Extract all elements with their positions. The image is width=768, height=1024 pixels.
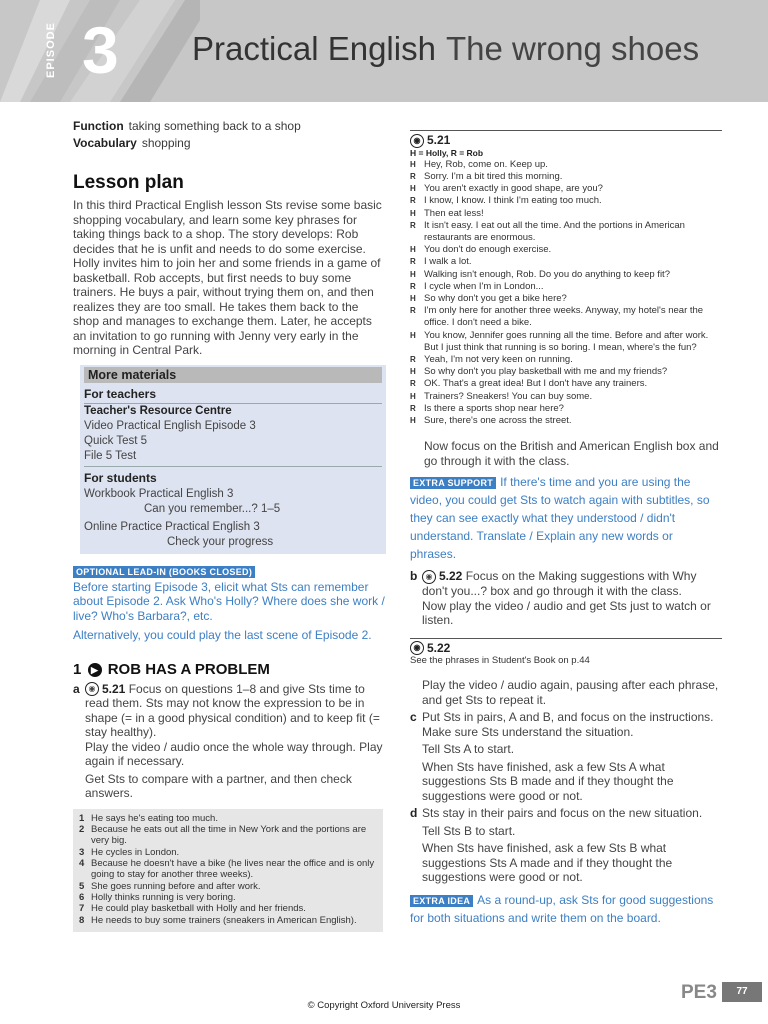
instruction-d: d Sts stay in their pairs and focus on the new situation.	[410, 806, 703, 821]
instruction-d-2: Tell Sts B to start.	[422, 823, 516, 838]
title-main: Practical English	[192, 30, 436, 67]
answer-item: 7 He could play basketball with Holly and her friends.	[79, 903, 306, 915]
left-column	[73, 118, 385, 932]
leadin-alt-text: Alternatively, you could play the last scene of Episode 2.	[73, 628, 372, 642]
for-teachers-heading: For teachers	[84, 385, 382, 404]
script-line: R I'm only here for another three weeks. Anyway, my hotel's near the office. I don't need a bike.	[410, 305, 704, 329]
answer-item: 1 He says he's eating too much.	[79, 812, 218, 824]
extra-support-text: If there's time and you are using the video, you could get Sts to watch again with subtitles, so they can see exactly what they understood / didn't understand. Translate / Explain any new words or phrases.	[410, 475, 710, 562]
video-line: Video Practical English Episode 3	[84, 419, 256, 432]
workbook-line: Workbook Practical English 3	[84, 487, 234, 500]
script-line: H Then eat less!	[410, 207, 484, 219]
online-line-2: Check your progress	[167, 535, 274, 548]
extra-support-tag: EXTRA SUPPORT	[410, 477, 496, 489]
script-line: H Sure, there's one across the street.	[410, 415, 572, 427]
title-subtitle: The wrong shoes	[445, 30, 700, 67]
script-line: R Sorry. I'm a bit tired this morning.	[410, 171, 563, 183]
answer-item: 6 Holly thinks running is very boring.	[79, 891, 236, 903]
audio-icon: ◉	[422, 570, 436, 584]
instruction-a: a ◉ 5.21 Focus on questions 1–8 and give Sts time to read them. Sts may not know the expression to be in shape (= in a good physical condition) and to keep fit (= stay healthy).	[73, 681, 380, 740]
script-line: R I know, I know. I think I'm eating too much.	[410, 195, 602, 207]
for-students-heading: For students	[84, 470, 157, 485]
instruction-c-2: Tell Sts A to start.	[422, 742, 515, 757]
play-again-text: Play the video / audio again, pausing after each phrase, and get Sts to repeat it.	[422, 678, 719, 707]
instruction-b-2: Now play the video / audio and get Sts just to watch or listen.	[422, 598, 711, 628]
script-line: H So why don't you get a bike here?	[410, 293, 567, 305]
instruction-a-2: Play the video / audio once the whole way through. Play again if necessary.	[85, 739, 383, 769]
instruction-c-3: When Sts have finished, ask a few Sts A what suggestions Sts B made and if they thought the suggestions were good or not.	[422, 759, 674, 803]
play-icon: ▶	[88, 663, 102, 677]
section-marker: PE3	[681, 982, 717, 1003]
script-line: R I cycle when I'm in London...	[410, 280, 544, 292]
instruction-a-3: Get Sts to compare with a partner, and then check answers.	[85, 771, 352, 801]
script-line: R OK. That's a great idea! But I don't have any trainers.	[410, 378, 648, 390]
audio-icon: ◉	[410, 134, 424, 148]
script-line: H Hey, Rob, come on. Keep up.	[410, 158, 548, 170]
focus-text: Now focus on the British and American English box and go through it with the class.	[424, 439, 719, 468]
instruction-b: b ◉ 5.22 Focus on the Making suggestions with Why don't you...? box and go through it with the class.	[410, 569, 697, 599]
workbook-line-2: Can you remember...? 1–5	[144, 502, 281, 515]
script-line: H So why don't you play basketball with me and my friends?	[410, 366, 668, 378]
function-line: Function taking something back to a shop	[73, 119, 301, 133]
section-heading: 1 ▶ ROB HAS A PROBLEM	[73, 660, 270, 678]
script-heading: ◉ 5.21	[410, 130, 722, 148]
script-lines	[410, 159, 722, 427]
script-line: H Walking isn't enough, Rob. Do you do anything to keep fit?	[410, 268, 670, 280]
right-column	[410, 130, 722, 927]
more-materials-title: More materials	[84, 367, 382, 383]
script-line: H You aren't exactly in good shape, are you?	[410, 183, 603, 195]
script-line: R Is there a sports shop near here?	[410, 402, 564, 414]
leadin-text: Before starting Episode 3, elicit what Sts can remember about Episode 2. Ask Who's Holly? Where does she work / live? Who's Barbara?, etc.	[73, 579, 385, 623]
answer-item: 8 He needs to buy some trainers (sneakers in American English).	[79, 914, 357, 926]
extra-idea-text: As a round-up, ask Sts for good suggestions for both situations and write them on the board.	[410, 892, 714, 925]
extra-idea-tag: EXTRA IDEA	[410, 895, 473, 907]
page-header	[0, 0, 768, 102]
lesson-plan-heading: Lesson plan	[73, 172, 184, 193]
script-line: R Yeah, I'm not very keen on running.	[410, 354, 573, 366]
online-line: Online Practice Practical English 3	[84, 520, 260, 533]
instruction-d-3: When Sts have finished, ask a few Sts B what suggestions Sts A made and if they thought the suggestions were good or not.	[422, 841, 673, 885]
audio-icon: ◉	[85, 682, 99, 696]
script2-heading: ◉ 5.22	[410, 638, 722, 656]
script-line: H Trainers? Sneakers! You can buy some.	[410, 390, 593, 402]
more-materials-panel	[80, 365, 386, 554]
trc-line: Teacher's Resource Centre	[84, 404, 232, 417]
speaker-key: H = Holly, R = Rob	[410, 147, 484, 158]
lesson-plan-text: In this third Practical English lesson Sts revise some basic shopping vocabulary, and learn some key phrases for taking things back to a shop. The story develops: Rob decides that he is unfit and needs to do some exercise. Holly invites him to join her and some friends in a game of basketball. Rob accepts, but first needs to buy some trainers. He buys a pair, without trying them on, and then realizes they are too small. He takes them back to the shop and manages to exchange them. Later, he accepts an invitation to go running with Jenny very early in the morning in Central Park.	[73, 198, 382, 357]
copyright: © Copyright Oxford University Press	[307, 1000, 461, 1011]
script2-text: See the phrases in Student's Book on p.44	[410, 655, 590, 667]
episode-number: 3	[82, 13, 119, 87]
answers-box	[73, 809, 383, 932]
script-line: H You don't do enough exercise.	[410, 244, 552, 256]
vocabulary-line: Vocabulary shopping	[73, 136, 191, 150]
quick-test-line: Quick Test 5	[84, 434, 148, 447]
leadin-tag: OPTIONAL LEAD-IN (BOOKS CLOSED)	[73, 566, 255, 578]
file-test-line: File 5 Test	[84, 449, 382, 467]
answer-item: 2 Because he eats out all the time in New York and the portions are very big.	[79, 824, 367, 847]
episode-label: EPISODE	[45, 22, 57, 78]
answer-item: 4 Because he doesn't have a bike (he lives near the office and is only going to stay for another three weeks).	[79, 858, 375, 881]
script-line: R It isn't easy. I eat out all the time. And the portions in American restaurants are enormous.	[410, 219, 685, 244]
script-line: R I walk a lot.	[410, 256, 472, 268]
script-line: H You know, Jennifer goes running all the time. Before and after work. But I just think that running is so boring. I mean, where's the fun?	[410, 329, 709, 353]
audio-icon: ◉	[410, 641, 424, 655]
answer-item: 3 He cycles in London.	[79, 846, 180, 858]
answer-item: 5 She goes running before and after work.	[79, 880, 261, 892]
leadin-block	[73, 562, 385, 643]
page-title	[192, 30, 699, 68]
page-number: 77	[722, 982, 762, 1002]
instruction-c: c Put Sts in pairs, A and B, and focus on the instructions. Make sure Sts understand the situation.	[410, 710, 714, 739]
